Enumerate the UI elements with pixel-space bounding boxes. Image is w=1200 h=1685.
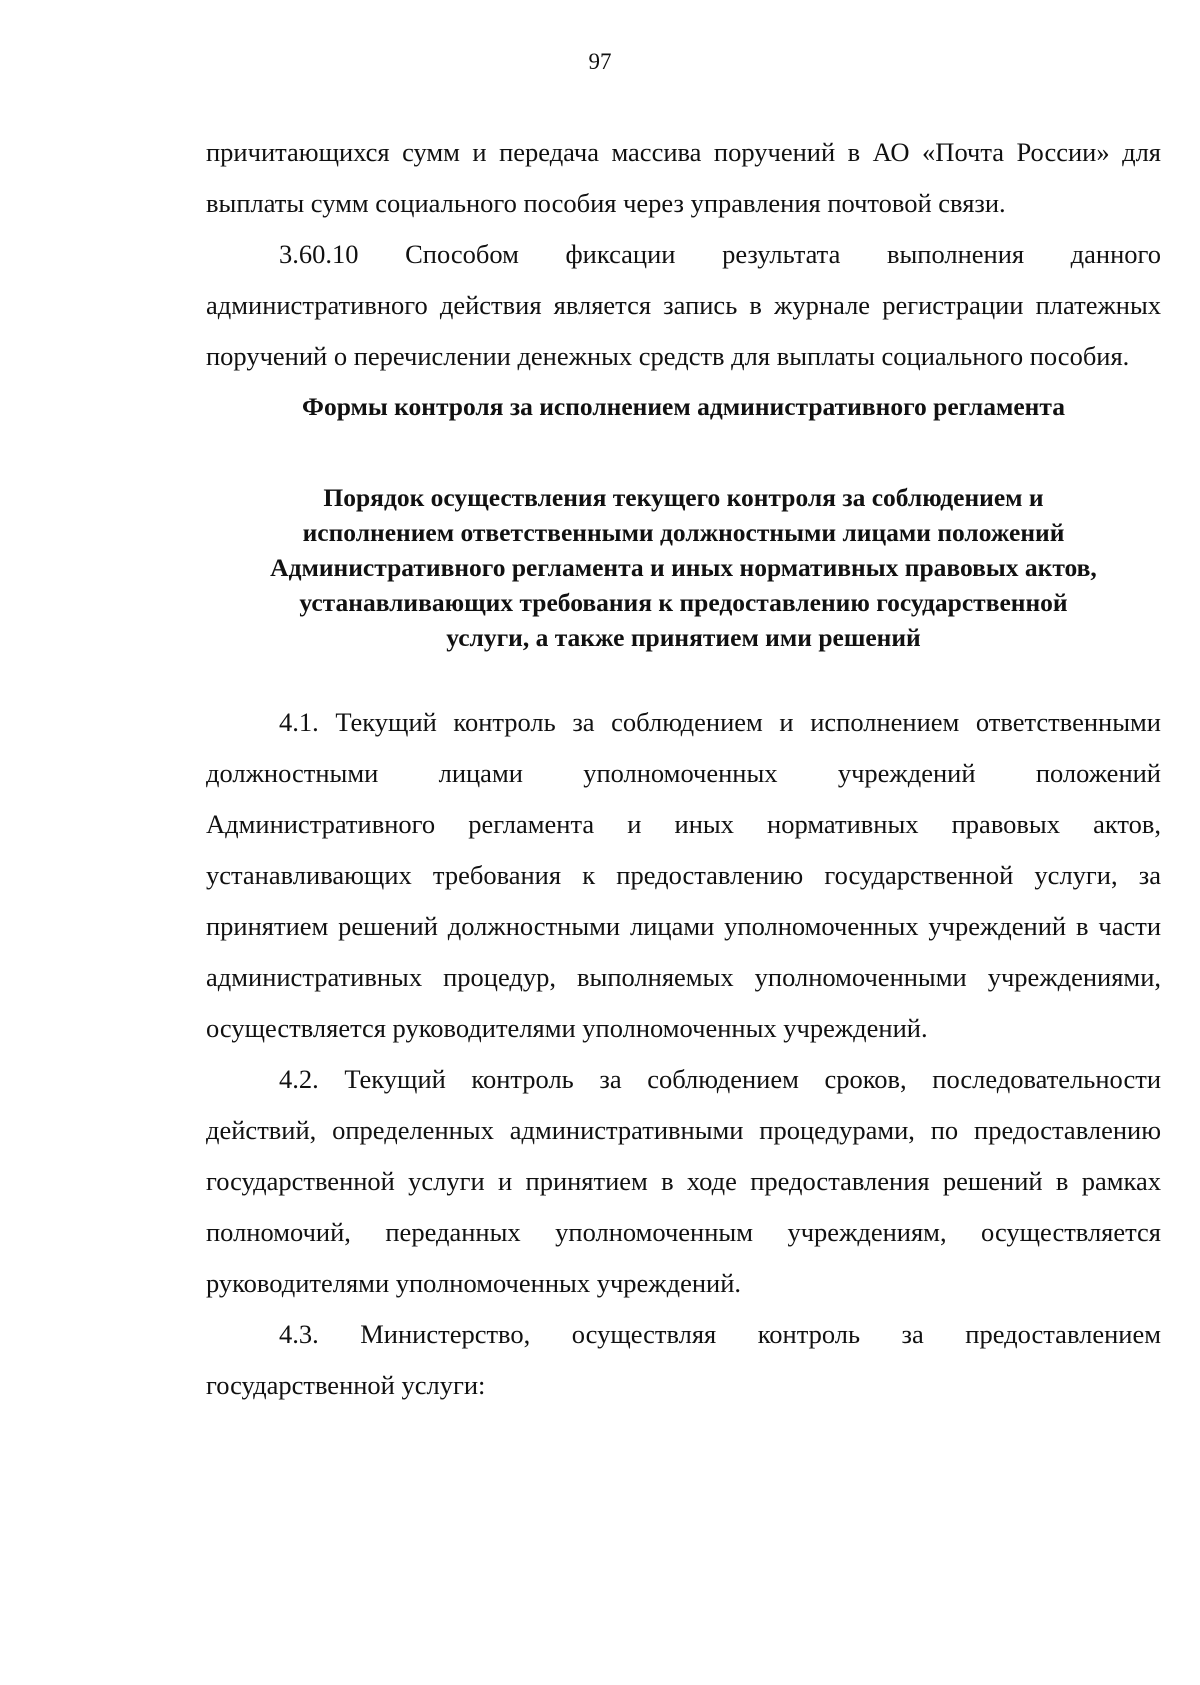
subsection-title-line: Порядок осуществления текущего контроля за соблюдением и [323,483,1044,512]
paragraph-3-60-10: 3.60.10 Способом фиксации результата выполнения данного административного действия является запись в журнале регистрации платежных поручений о перечислении денежных средств для выплаты социального пособия. [206,239,1161,371]
subsection-title-line: Административного регламента и иных нормативных правовых актов, [270,553,1097,582]
paragraph-4-3: 4.3. Министерство, осуществляя контроль за предоставлением государственной услуги: [206,1319,1161,1400]
section-title: Формы контроля за исполнением административного регламента [302,392,1065,421]
subsection-title [206,480,1161,655]
subsection-title-line: устанавливающих требования к предоставлению государственной [299,588,1068,617]
page-number: 97 [588,49,612,74]
subsection-title-line: исполнением ответственными должностными лицами положений [302,518,1065,547]
subsection-title-line: услуги, а также принятием ими решений [446,623,921,652]
paragraph-continuation: причитающихся сумм и передача массива поручений в АО «Почта России» для выплаты сумм социального пособия через управления почтовой связи. [206,137,1161,218]
spacer [206,655,1161,697]
page-content [206,127,1161,1411]
paragraph-4-2: 4.2. Текущий контроль за соблюдением сроков, последовательности действий, определенных административными процедурами, по предоставлению государственной услуги и принятием в ходе предоставления решений в рамках полномочий, переданных уполномоченным учреждениям, осуществляется руководителями уполномоченных учреждений. [206,1064,1161,1298]
paragraph-4-1: 4.1. Текущий контроль за соблюдением и исполнением ответственными должностными лицами уполномоченных учреждений положений Административного регламента и иных нормативных правовых актов, устанавливающих требования к предоставлению государственной услуги, за принятием решений должностными лицами уполномоченных учреждений в части административных процедур, выполняемых уполномоченными учреждениями, осуществляется руководителями уполномоченных учреждений. [206,707,1161,1043]
